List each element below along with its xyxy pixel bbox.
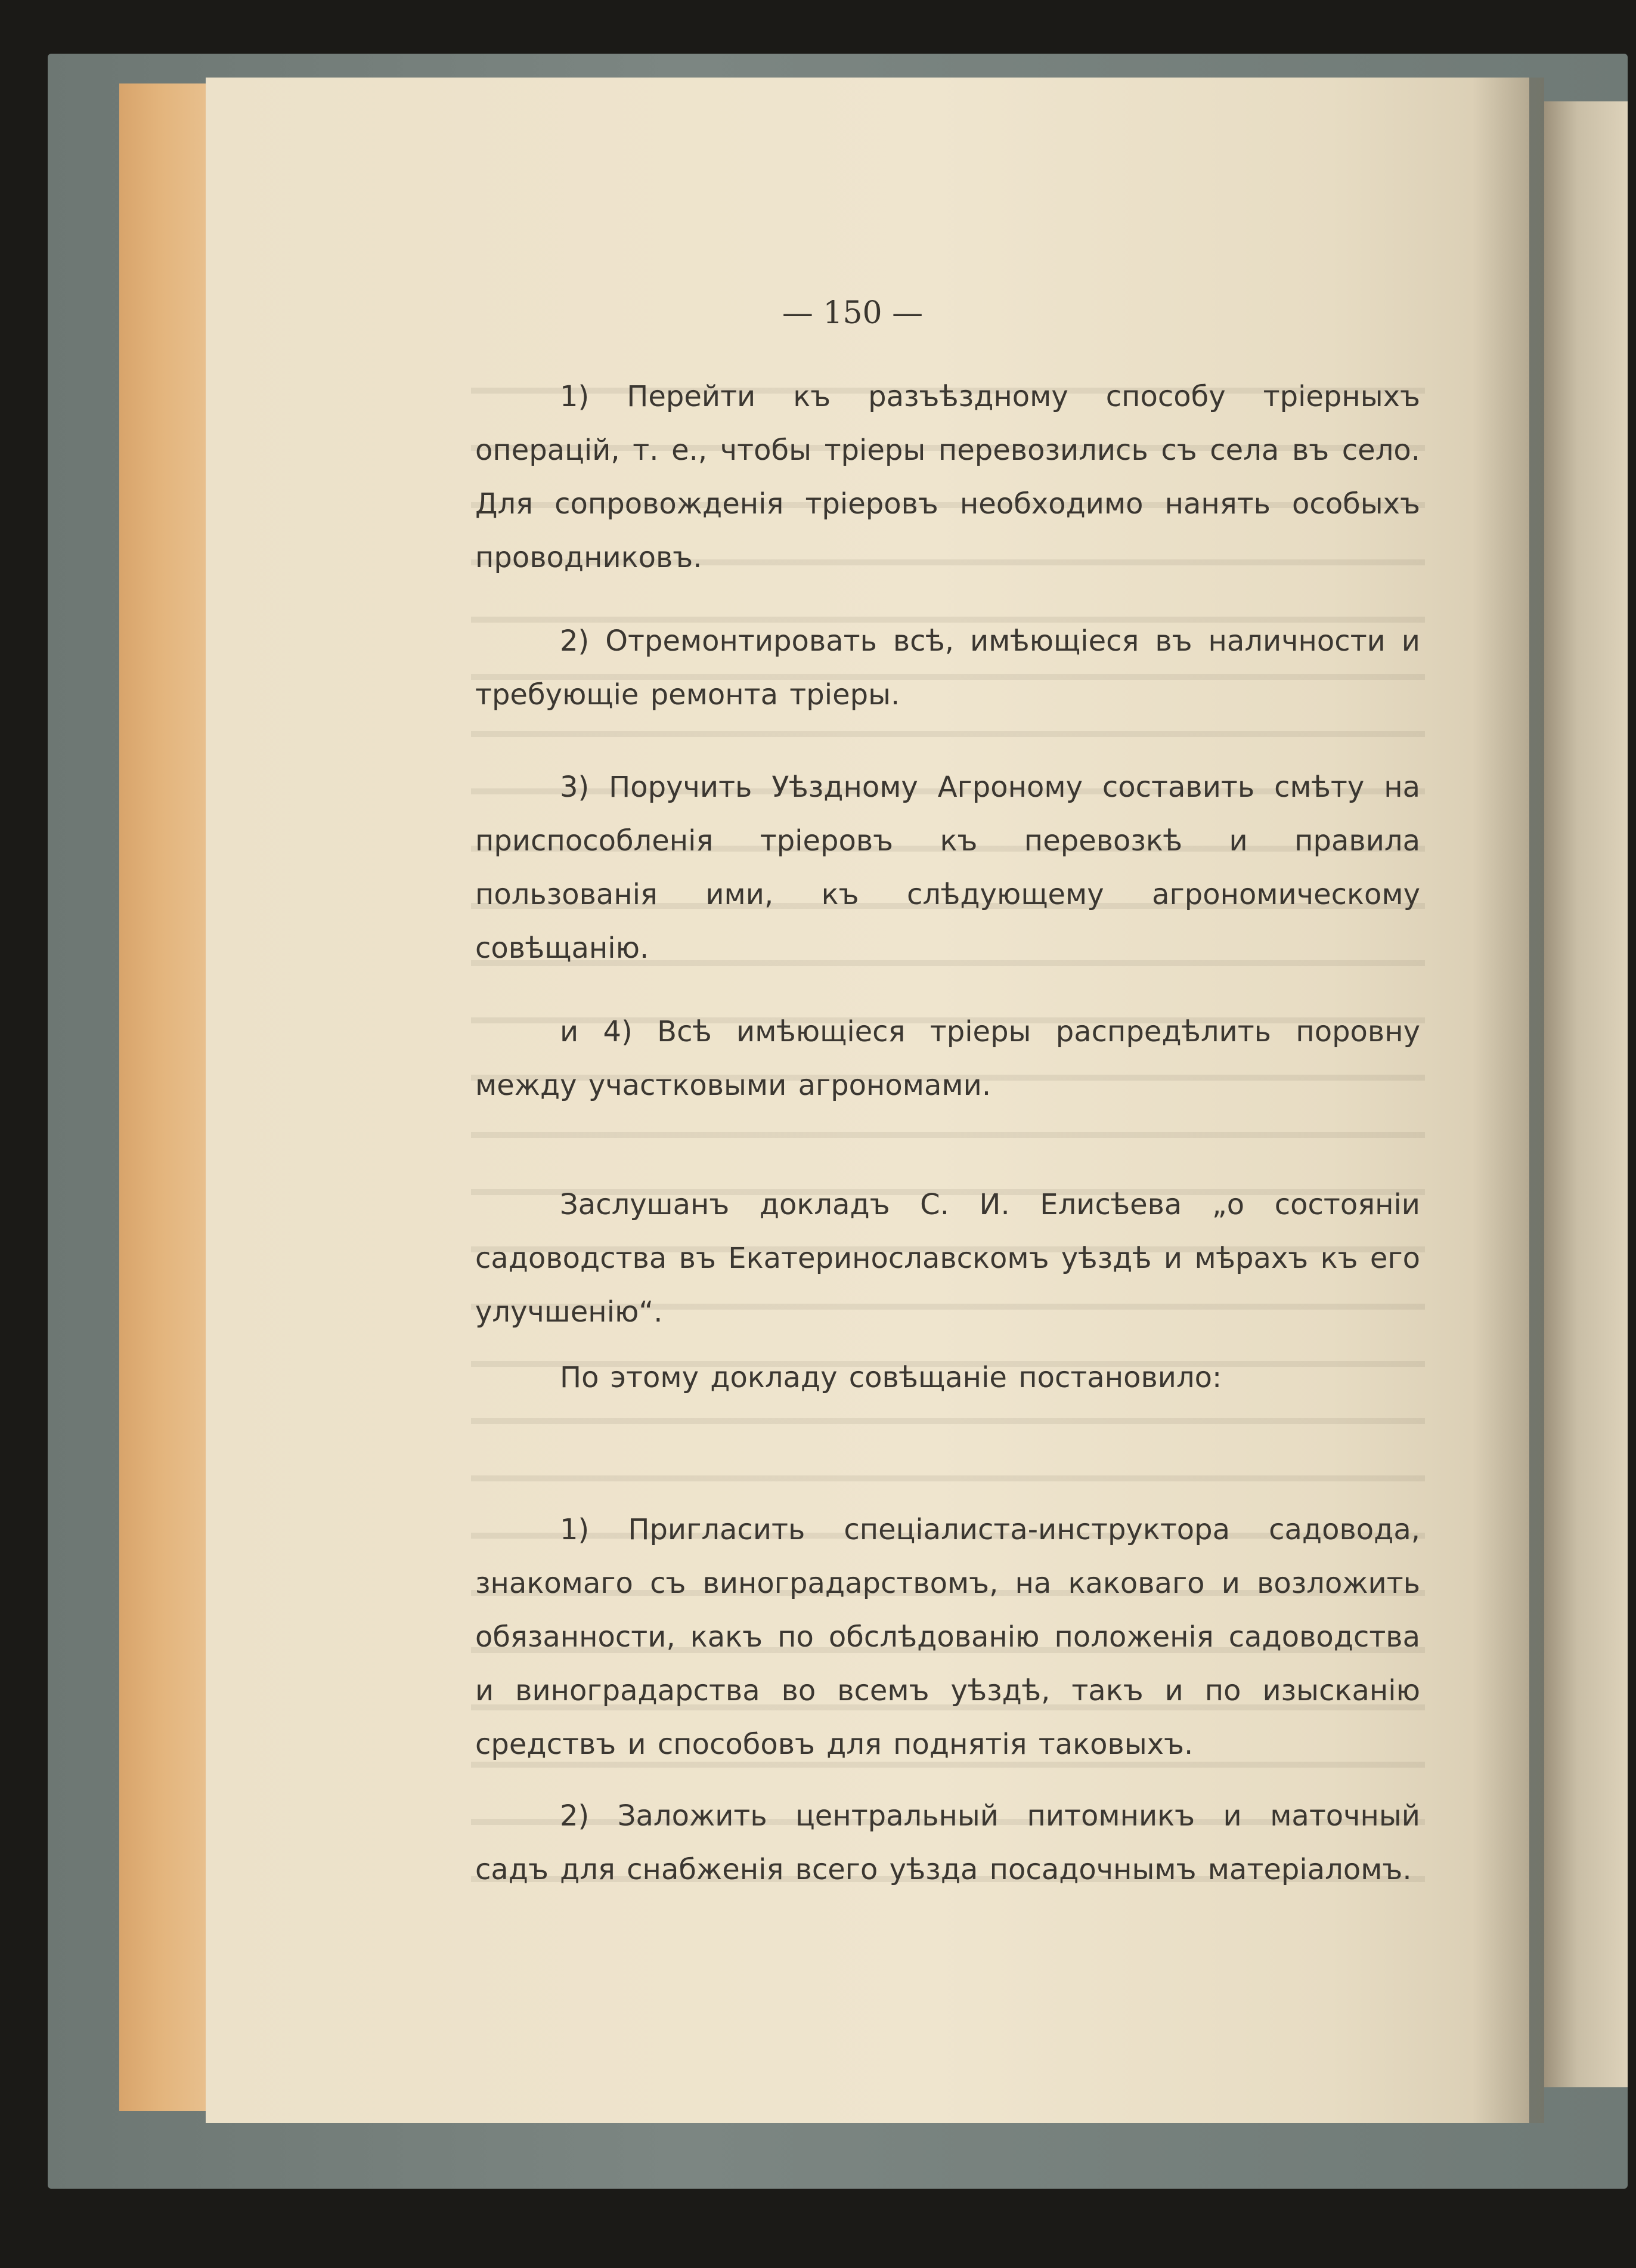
page-gutter xyxy=(1473,78,1544,2123)
paragraph-1: 1) Перейти къ разъѣздному способу тріерныхъ операцій, т. е., чтобы тріеры перевозились съ села въ село. Для сопровожденія тріеровъ необходимо нанять особыхъ проводниковъ. xyxy=(475,380,1420,574)
paragraph-7: 1) Пригласить спеціалиста-инструктора садовода, знакомаго съ виноградарствомъ, на каковаго и возложить обязанности, какъ по обслѣдованію положенія садоводства и виноградарства во всемъ уѣздѣ, такъ и по изысканію средствъ и способовъ для поднятія таковыхъ. xyxy=(475,1513,1420,1761)
paragraph-6: По этому докладу совѣщаніе постановило: xyxy=(560,1361,1222,1394)
paragraph-4: и 4) Всѣ имѣющіеся тріеры распредѣлить поровну между участковыми агрономами. xyxy=(475,1015,1420,1102)
paragraph-5: Заслушанъ докладъ С. И. Елисѣева „о состояніи садоводства въ Екатеринославскомъ уѣздѣ и мѣрахъ къ его улучшенію“. xyxy=(475,1188,1420,1329)
paragraph-8: 2) Заложить центральный питомникъ и маточный садъ для снабженія всего уѣзда посадочнымъ матеріаломъ. xyxy=(475,1799,1420,1886)
paragraph-2: 2) Отремонтировать всѣ, имѣющіеся въ наличности и требующіе ремонта тріеры. xyxy=(475,624,1420,711)
page-edge xyxy=(119,83,209,2111)
page-number: — 150 — xyxy=(782,295,924,331)
facing-page xyxy=(1544,101,1628,2087)
paragraph-3: 3) Поручить Уѣздному Агроному составить смѣту на приспособленія тріеровъ къ перевозкѣ и правила пользованія ими, къ слѣдующему агрономическому совѣщанію. xyxy=(475,771,1420,965)
